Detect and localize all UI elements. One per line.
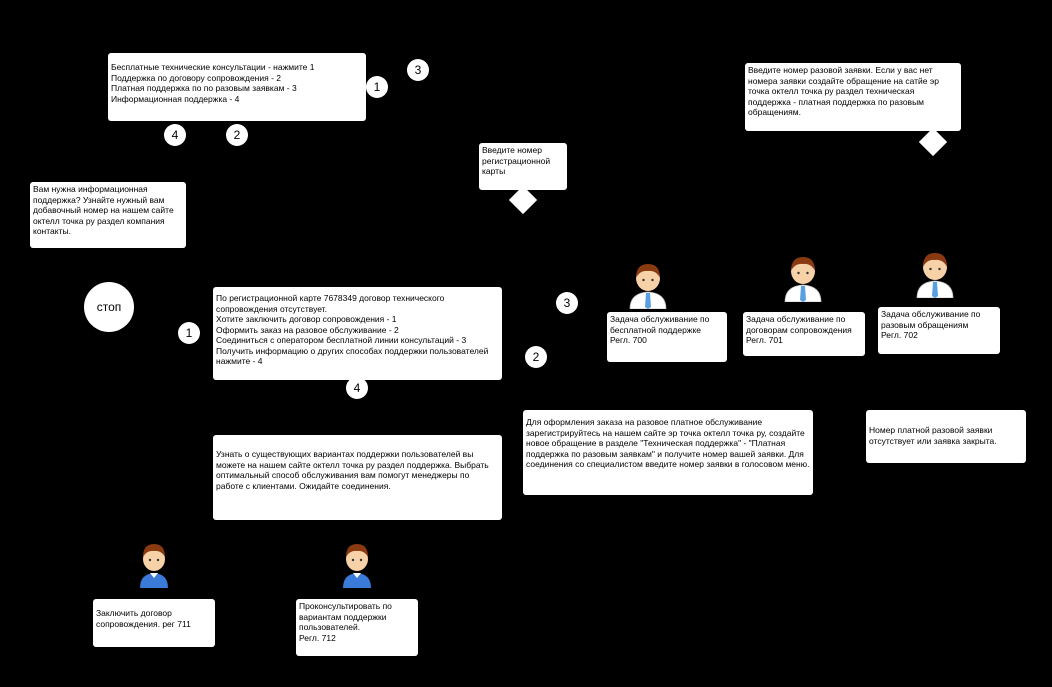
reg-card-prompt-box: Введите номер регистрационной карты <box>479 143 567 190</box>
option-badge: 4 <box>164 124 186 146</box>
no-order-box: Номер платной разовой заявки отсутствует или заявка закрыта. <box>866 410 1026 463</box>
stop-node: стоп <box>84 282 134 332</box>
decision-diamond-icon <box>509 186 537 214</box>
queue-712-box: Проконсультировать по вариантам поддержки пользователей. Регл. 712 <box>296 599 418 656</box>
manager-avatar-icon <box>915 250 955 298</box>
operator-avatar-icon <box>337 540 377 588</box>
one-time-prompt-box: Введите номер разовой заявки. Если у вас нет номера заявки создайте обращение на сатйе эр точка октелл точка ру раздел техническая поддержка - платная поддержка по разовым обращениям. <box>745 63 961 131</box>
main-menu-box: Бесплатные технические консультации - нажмите 1 Поддержка по договору сопровождения - 2 Платная поддержка по по разовым заявкам - 3 Информационная поддержка - 4 <box>108 53 366 121</box>
queue-701-box: Задача обслуживание по договорам сопровождения Регл. 701 <box>743 312 865 356</box>
order-info-box: Для оформления заказа на разовое платное обслуживание зарегистрируйтесь на нашем сайте эр точка октелл точка ру, создайте новое обращение в разделе "Техническая поддержка" - "Платная поддержка по разовым заявкам" и получите номер вашей заявки. Для соединения со специалистом введите номер заявки в голосовом меню. <box>523 410 813 495</box>
option-badge: 2 <box>525 346 547 368</box>
queue-711-box: Заключить договор сопровождения. рег 711 <box>93 599 215 647</box>
decision-diamond-icon <box>919 128 947 156</box>
queue-702-box: Задача обслуживание по разовым обращениям Регл. 702 <box>878 307 1000 354</box>
manager-avatar-icon <box>628 261 668 309</box>
option-badge: 1 <box>178 322 200 344</box>
manager-avatar-icon <box>783 254 823 302</box>
option-badge: 3 <box>407 59 429 81</box>
no-contract-menu-box: По регистрационной карте 7678349 договор технического сопровождения отсутствует. Хотите заключить договор сопровождения - 1 Оформить заказ на разовое обслуживание - 2 Соединиться с оператором бесплатной линии консультаций - 3 Получить информацию о других способах поддержки пользователей нажмите - 4 <box>213 287 502 380</box>
operator-avatar-icon <box>134 540 174 588</box>
option-badge: 4 <box>346 377 368 399</box>
option-badge: 2 <box>226 124 248 146</box>
queue-700-box: Задача обслуживание по бесплатной поддержке Регл. 700 <box>607 312 727 362</box>
info-support-box: Вам нужна информационная поддержка? Узнайте нужный вам добавочный номер на нашем сайте октелл точка ру раздел компания контакты. <box>30 182 186 248</box>
option-badge: 1 <box>366 76 388 98</box>
other-ways-box: Узнать о существующих вариантах поддержки пользователей вы можете на нашем сайте октелл точка ру раздел поддержка. Выбрать оптимальный способ обслуживания вам помогут менеджеры по работе с клиентами. Ожидайте соединения. <box>213 435 502 520</box>
option-badge: 3 <box>556 292 578 314</box>
